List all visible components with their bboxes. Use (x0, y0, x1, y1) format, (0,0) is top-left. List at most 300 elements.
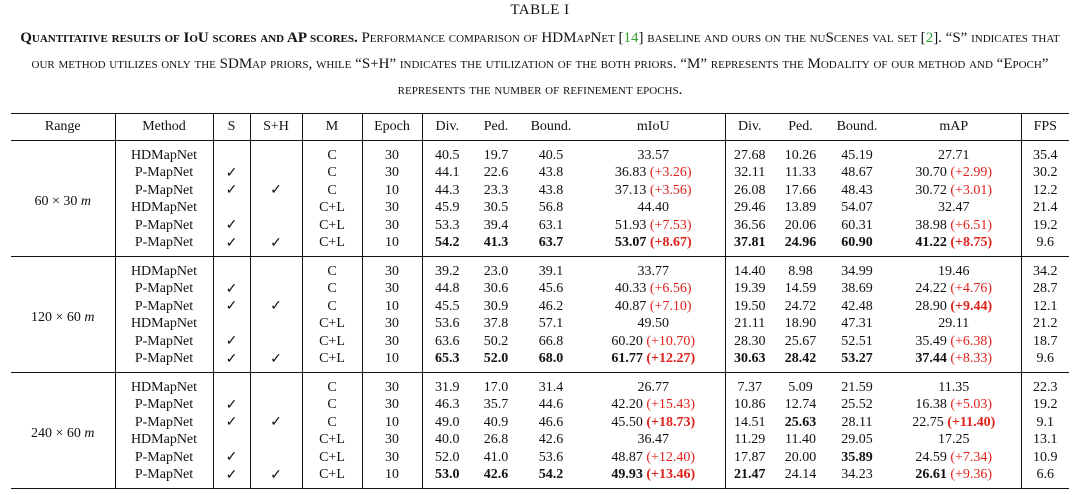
both-priors-cell (250, 449, 302, 467)
map-value: 11.35 (938, 379, 970, 395)
ap-div-cell (725, 333, 774, 351)
iou-ped-value: 42.6 (483, 467, 509, 483)
iou-bound-value: 63.1 (538, 217, 564, 233)
sdmap-prior-cell (213, 432, 250, 450)
iou-ped-cell (472, 281, 520, 299)
miou-cell (582, 351, 725, 373)
both-priors-cell (250, 141, 302, 165)
check-mark-icon: ✓ (270, 415, 282, 431)
iou-div-cell (422, 298, 472, 316)
iou-div-value: 49.0 (435, 414, 460, 430)
m-value: C+L (319, 432, 345, 448)
column-header: Bound. (827, 114, 887, 141)
epoch-value: 10 (385, 467, 399, 483)
improvement-delta: (+3.56) (649, 182, 692, 198)
fps-value: 19.2 (1033, 217, 1058, 233)
sdmap-prior-cell (213, 373, 250, 397)
iou-div-value: 45.5 (435, 298, 460, 314)
ap-bound-cell (827, 217, 887, 235)
ap-bound-value: 60.31 (841, 217, 873, 233)
range-value: 60 × 30 (34, 193, 78, 209)
map-cell (887, 351, 1021, 373)
iou-bound-cell (520, 281, 582, 299)
ap-div-cell (725, 200, 774, 218)
improvement-delta: (+13.46) (646, 467, 696, 483)
m-cell (302, 333, 362, 351)
iou-bound-cell (520, 141, 582, 165)
m-value: C+L (319, 235, 345, 251)
sdmap-prior-cell (213, 414, 250, 432)
epoch-value: 10 (385, 298, 399, 314)
method-cell: P-MapNet (115, 182, 213, 200)
fps-value: 9.1 (1036, 414, 1054, 430)
ap-bound-value: 28.11 (841, 414, 873, 430)
map-cell (887, 281, 1021, 299)
column-header: mIoU (582, 114, 725, 141)
m-cell (302, 373, 362, 397)
sdmap-prior-cell (213, 351, 250, 373)
m-cell (302, 217, 362, 235)
table-row (11, 449, 1069, 467)
both-priors-cell (250, 467, 302, 489)
miou-cell (582, 257, 725, 281)
fps-cell (1021, 281, 1069, 299)
ap-ped-cell (774, 432, 827, 450)
m-value: C+L (319, 449, 345, 465)
m-value: C+L (319, 217, 345, 233)
miou-value: 49.93 (611, 467, 643, 483)
table-header (11, 114, 1069, 141)
epoch-value: 10 (385, 235, 399, 251)
table-row (11, 373, 1069, 397)
ap-ped-cell (774, 165, 827, 183)
map-value: 26.61 (915, 467, 947, 483)
iou-bound-cell (520, 165, 582, 183)
epoch-value: 30 (385, 449, 399, 465)
map-cell (887, 397, 1021, 415)
sdmap-prior-cell (213, 217, 250, 235)
fps-value: 19.2 (1033, 397, 1058, 413)
iou-div-cell (422, 316, 472, 334)
ap-ped-value: 24.96 (784, 235, 817, 251)
check-mark-icon: ✓ (225, 397, 238, 413)
iou-bound-value: 63.7 (538, 235, 564, 251)
iou-div-cell (422, 235, 472, 257)
improvement-delta: (+7.10) (649, 298, 692, 314)
epoch-cell (362, 281, 422, 299)
both-priors-cell (250, 281, 302, 299)
iou-div-cell (422, 414, 472, 432)
map-value: 32.47 (938, 200, 970, 216)
ap-div-value: 36.56 (734, 217, 766, 233)
check-mark-icon: ✓ (225, 450, 238, 466)
improvement-delta: (+10.70) (646, 333, 696, 349)
iou-bound-value: 43.8 (538, 182, 564, 198)
iou-bound-value: 39.1 (538, 263, 564, 279)
ap-div-cell (725, 373, 774, 397)
table-row (11, 200, 1069, 218)
iou-bound-value: 66.8 (538, 333, 564, 349)
iou-ped-cell (472, 235, 520, 257)
method-cell: HDMapNet (115, 200, 213, 218)
method-cell: P-MapNet (115, 449, 213, 467)
ap-ped-cell (774, 182, 827, 200)
method-cell: P-MapNet (115, 397, 213, 415)
epoch-cell (362, 200, 422, 218)
epoch-value: 30 (385, 379, 399, 395)
both-priors-cell (250, 165, 302, 183)
sdmap-prior-cell (213, 333, 250, 351)
method-cell: HDMapNet (115, 141, 213, 165)
iou-div-value: 63.6 (435, 333, 460, 349)
epoch-cell (362, 351, 422, 373)
map-cell (887, 200, 1021, 218)
map-value: 24.59 (915, 449, 947, 465)
improvement-delta: (+9.44) (950, 298, 993, 314)
m-value: C (327, 147, 337, 163)
sdmap-prior-cell (213, 141, 250, 165)
m-value: C (327, 414, 337, 430)
ap-div-cell (725, 351, 774, 373)
iou-ped-cell (472, 432, 520, 450)
ap-ped-value: 11.33 (785, 165, 816, 181)
column-header: Range (11, 114, 115, 141)
ap-bound-cell (827, 141, 887, 165)
m-value: C+L (319, 333, 345, 349)
ap-bound-value: 60.90 (841, 235, 873, 251)
ap-div-value: 28.30 (734, 333, 766, 349)
iou-bound-cell (520, 351, 582, 373)
improvement-delta: (+6.51) (950, 217, 993, 233)
fps-value: 21.2 (1033, 316, 1058, 332)
iou-ped-value: 41.3 (483, 235, 509, 251)
range-group (11, 373, 1069, 489)
method-cell: HDMapNet (115, 373, 213, 397)
m-cell (302, 414, 362, 432)
iou-div-cell (422, 217, 472, 235)
iou-ped-cell (472, 257, 520, 281)
ap-div-cell (725, 257, 774, 281)
column-header: Epoch (362, 114, 422, 141)
iou-ped-cell (472, 165, 520, 183)
iou-ped-value: 19.7 (483, 147, 509, 163)
epoch-cell (362, 467, 422, 489)
ap-bound-value: 25.52 (841, 397, 873, 413)
miou-cell (582, 298, 725, 316)
caption-text-3: ]. “S” indicates that our method utilizes only the SDMap priors, while “S+H” indicates the utilization of the both priors. “M” represents the Modality of our method and “Epoch” represents the number of refinement epochs. (31, 30, 1060, 98)
epoch-value: 30 (385, 333, 399, 349)
ap-div-value: 21.11 (734, 316, 766, 332)
fps-cell (1021, 182, 1069, 200)
ap-ped-value: 18.90 (784, 316, 817, 332)
ap-div-cell (725, 141, 774, 165)
epoch-cell (362, 449, 422, 467)
map-cell (887, 316, 1021, 334)
method-cell: P-MapNet (115, 414, 213, 432)
range-unit: m (84, 309, 95, 325)
ap-div-cell (725, 235, 774, 257)
iou-div-value: 44.8 (435, 281, 460, 297)
table-row (11, 414, 1069, 432)
ap-ped-value: 11.40 (785, 432, 816, 448)
ap-div-value: 29.46 (734, 200, 766, 216)
ap-div-value: 30.63 (734, 351, 766, 367)
ap-ped-cell (774, 200, 827, 218)
improvement-delta: (+15.43) (646, 397, 696, 413)
iou-div-value: 65.3 (435, 351, 460, 367)
m-cell (302, 141, 362, 165)
ap-div-value: 17.87 (734, 449, 766, 465)
m-value: C (327, 165, 337, 181)
ap-div-value: 14.51 (734, 414, 766, 430)
table-row (11, 333, 1069, 351)
m-cell (302, 235, 362, 257)
epoch-cell (362, 141, 422, 165)
ap-ped-value: 12.74 (784, 397, 817, 413)
improvement-delta: (+7.34) (950, 449, 993, 465)
sdmap-prior-cell (213, 467, 250, 489)
ap-div-cell (725, 165, 774, 183)
ap-bound-value: 21.59 (841, 379, 873, 395)
range-cell (11, 373, 115, 489)
iou-bound-value: 31.4 (538, 379, 564, 395)
iou-bound-cell (520, 397, 582, 415)
epoch-cell (362, 217, 422, 235)
map-value: 30.72 (915, 182, 947, 198)
ap-bound-cell (827, 298, 887, 316)
iou-ped-cell (472, 182, 520, 200)
miou-value: 40.87 (614, 298, 647, 314)
check-mark-icon: ✓ (225, 351, 238, 367)
iou-div-cell (422, 200, 472, 218)
ap-ped-cell (774, 281, 827, 299)
ap-div-value: 19.39 (734, 281, 766, 297)
m-cell (302, 316, 362, 334)
map-cell (887, 432, 1021, 450)
m-cell (302, 200, 362, 218)
range-group (11, 257, 1069, 373)
epoch-value: 30 (385, 263, 399, 279)
epoch-value: 30 (385, 316, 399, 332)
sdmap-prior-cell (213, 182, 250, 200)
iou-bound-value: 40.5 (538, 147, 564, 163)
iou-bound-cell (520, 182, 582, 200)
citation-link-1[interactable]: 14 (623, 30, 639, 46)
map-value: 38.98 (915, 217, 947, 233)
epoch-cell (362, 257, 422, 281)
miou-value: 61.77 (611, 351, 643, 367)
iou-div-cell (422, 165, 472, 183)
ap-bound-cell (827, 316, 887, 334)
epoch-value: 10 (385, 414, 399, 430)
m-cell (302, 257, 362, 281)
range-unit: m (84, 425, 95, 441)
iou-ped-cell (472, 449, 520, 467)
m-value: C+L (319, 351, 345, 367)
citation-link-2[interactable]: 2 (925, 30, 934, 46)
miou-cell (582, 316, 725, 334)
table-row (11, 165, 1069, 183)
ap-ped-cell (774, 333, 827, 351)
table-caption (18, 25, 1062, 103)
column-header: Method (115, 114, 213, 141)
m-value: C (327, 298, 337, 314)
fps-value: 9.6 (1036, 351, 1054, 367)
miou-value: 40.33 (614, 281, 647, 297)
check-mark-icon: ✓ (225, 334, 238, 350)
iou-bound-value: 45.6 (538, 281, 564, 297)
ap-div-value: 7.37 (737, 379, 762, 395)
iou-bound-cell (520, 414, 582, 432)
table-row (11, 257, 1069, 281)
ap-ped-cell (774, 217, 827, 235)
iou-ped-value: 39.4 (483, 217, 509, 233)
iou-ped-value: 26.8 (483, 432, 509, 448)
method-cell: P-MapNet (115, 333, 213, 351)
iou-bound-value: 44.6 (538, 397, 564, 413)
check-mark-icon: ✓ (225, 183, 238, 199)
miou-value: 26.77 (637, 379, 669, 395)
both-priors-cell (250, 316, 302, 334)
iou-div-value: 45.9 (435, 200, 460, 216)
fps-value: 9.6 (1036, 235, 1054, 251)
miou-cell (582, 373, 725, 397)
ap-bound-value: 34.99 (841, 263, 873, 279)
miou-value: 45.50 (611, 414, 643, 430)
m-cell (302, 449, 362, 467)
miou-value: 49.50 (637, 316, 669, 332)
ap-div-value: 21.47 (734, 467, 766, 483)
iou-div-value: 52.0 (435, 449, 460, 465)
iou-div-value: 53.6 (435, 316, 460, 332)
ap-ped-value: 20.06 (784, 217, 817, 233)
miou-value: 48.87 (611, 449, 643, 465)
iou-bound-cell (520, 217, 582, 235)
sdmap-prior-cell (213, 316, 250, 334)
iou-bound-value: 42.6 (538, 432, 564, 448)
iou-bound-cell (520, 333, 582, 351)
fps-value: 6.6 (1036, 467, 1054, 483)
map-cell (887, 257, 1021, 281)
fps-cell (1021, 432, 1069, 450)
improvement-delta: (+4.76) (950, 281, 993, 297)
header-row (11, 114, 1069, 141)
check-mark-icon: ✓ (225, 165, 238, 181)
epoch-value: 30 (385, 281, 399, 297)
miou-cell (582, 414, 725, 432)
fps-value: 10.9 (1033, 449, 1058, 465)
improvement-delta: (+18.73) (646, 414, 696, 430)
miou-value: 36.83 (614, 165, 647, 181)
column-header: mAP (887, 114, 1021, 141)
epoch-cell (362, 373, 422, 397)
map-cell (887, 165, 1021, 183)
column-header: S (213, 114, 250, 141)
ap-ped-value: 10.26 (784, 147, 817, 163)
fps-value: 12.2 (1033, 182, 1058, 198)
method-cell: P-MapNet (115, 235, 213, 257)
miou-value: 51.93 (614, 217, 647, 233)
fps-cell (1021, 141, 1069, 165)
sdmap-prior-cell (213, 165, 250, 183)
iou-div-cell (422, 432, 472, 450)
ap-bound-value: 45.19 (841, 147, 873, 163)
iou-div-value: 53.3 (435, 217, 460, 233)
fps-value: 28.7 (1033, 281, 1058, 297)
epoch-value: 10 (385, 351, 399, 367)
iou-div-value: 44.3 (435, 182, 460, 198)
fps-value: 34.2 (1033, 263, 1058, 279)
method-cell: P-MapNet (115, 351, 213, 373)
both-priors-cell (250, 373, 302, 397)
ap-div-cell (725, 449, 774, 467)
map-cell (887, 182, 1021, 200)
iou-div-value: 53.0 (435, 467, 460, 483)
ap-div-cell (725, 432, 774, 450)
table-label: TABLE I (510, 2, 570, 18)
ap-ped-cell (774, 397, 827, 415)
map-value: 41.22 (915, 235, 947, 251)
iou-bound-value: 53.6 (538, 449, 564, 465)
fps-value: 13.1 (1033, 432, 1058, 448)
table-row (11, 298, 1069, 316)
both-priors-cell (250, 182, 302, 200)
fps-cell (1021, 467, 1069, 489)
iou-ped-cell (472, 373, 520, 397)
ap-div-cell (725, 467, 774, 489)
check-mark-icon: ✓ (225, 467, 238, 483)
column-header: Bound. (520, 114, 582, 141)
iou-ped-cell (472, 351, 520, 373)
iou-div-cell (422, 281, 472, 299)
ap-bound-cell (827, 182, 887, 200)
ap-div-cell (725, 281, 774, 299)
m-cell (302, 281, 362, 299)
ap-bound-value: 35.89 (841, 449, 873, 465)
both-priors-cell (250, 333, 302, 351)
ap-ped-value: 20.00 (784, 449, 817, 465)
iou-ped-value: 23.3 (483, 182, 509, 198)
ap-ped-value: 13.89 (784, 200, 817, 216)
ap-bound-cell (827, 281, 887, 299)
both-priors-cell (250, 432, 302, 450)
table-row (11, 217, 1069, 235)
iou-ped-cell (472, 217, 520, 235)
sdmap-prior-cell (213, 298, 250, 316)
epoch-value: 30 (385, 432, 399, 448)
improvement-delta: (+5.03) (950, 397, 993, 413)
ap-bound-cell (827, 414, 887, 432)
miou-value: 42.20 (611, 397, 643, 413)
method-cell: HDMapNet (115, 257, 213, 281)
fps-cell (1021, 298, 1069, 316)
ap-ped-value: 14.59 (784, 281, 817, 297)
fps-cell (1021, 217, 1069, 235)
table-row (11, 141, 1069, 165)
fps-value: 22.3 (1033, 379, 1058, 395)
ap-div-cell (725, 182, 774, 200)
method-cell: P-MapNet (115, 467, 213, 489)
ap-bound-cell (827, 333, 887, 351)
fps-value: 30.2 (1033, 165, 1058, 181)
column-header: M (302, 114, 362, 141)
both-priors-cell (250, 235, 302, 257)
iou-div-cell (422, 467, 472, 489)
ap-div-cell (725, 397, 774, 415)
range-unit: m (80, 193, 92, 209)
iou-bound-value: 68.0 (538, 351, 564, 367)
epoch-value: 10 (385, 182, 399, 198)
